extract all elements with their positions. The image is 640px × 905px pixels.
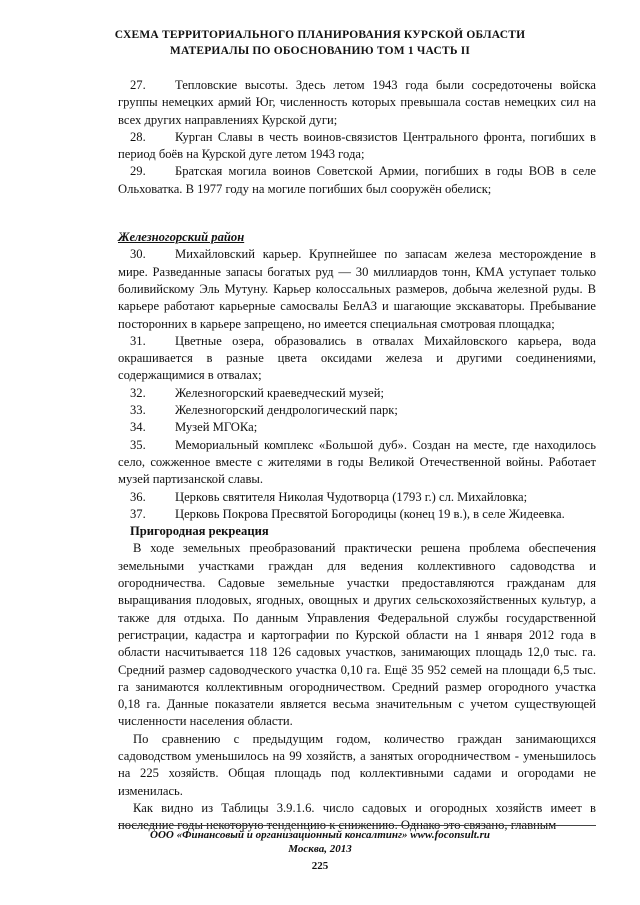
- footer-company: ООО «Финансовый и организационный консалтинг» www.foconsult.ru: [150, 829, 490, 841]
- list-item: [118, 163, 596, 198]
- document-body: [118, 77, 596, 834]
- list-item: [118, 385, 596, 402]
- list-item-number: 29.: [130, 164, 146, 179]
- list-item: [118, 437, 596, 489]
- list-item: [118, 506, 596, 523]
- footer-divider: [118, 825, 596, 826]
- list-item-number: 28.: [130, 129, 146, 144]
- list-item-text: Железногорский краеведческий музей;: [175, 385, 384, 400]
- list-item-text: Железногорский дендрологический парк;: [175, 403, 398, 418]
- list-item-text: Михайловский карьер. Крупнейшее по запасам железа месторождение в мире. Разведанные запасы богатых руд — 30 миллиардов тонн, КМА уступает только боливийскому Эль Мутуну. Карьер колоссальных размеров, добыча железной руды. В карьере работают карьерные самосвалы БелАЗ и шагающие экскаваторы. Пребывание посторонних в карьере запрещено, но имеется специальная смотровая площадка;: [118, 247, 596, 331]
- list-item: [118, 419, 596, 436]
- paragraph: По сравнению с предыдущим годом, количество граждан занимающихся садоводством уменьшилось на 99 хозяйств, а занятых огородничеством - уменьшилось на 225 хозяйств. Общая площадь под коллективными садами и огородами не изменилась.: [118, 731, 596, 798]
- list-item-text: Цветные озера, образовались в отвалах Михайловского карьера, вода окрашивается в разные цвета оксидами железа и другими соединениями, содержащимися в отвалах;: [118, 333, 596, 383]
- list-item-number: 31.: [130, 333, 146, 348]
- list-item: [118, 402, 596, 419]
- list-item: [118, 333, 596, 385]
- list-item: [118, 489, 596, 506]
- list-item-text: Церковь Покрова Пресвятой Богородицы (конец 19 в.), в селе Жидеевка.: [175, 506, 565, 521]
- list-item: [118, 246, 596, 332]
- subsection-title: Пригородная рекреация: [130, 524, 269, 539]
- list-item-number: 33.: [130, 403, 146, 418]
- list-top: [118, 77, 596, 198]
- list-item-number: 32.: [130, 385, 146, 400]
- list-item-number: 27.: [130, 78, 146, 92]
- page-number: 225: [311, 860, 329, 872]
- list-item-text: Музей МГОКа;: [175, 420, 258, 435]
- list-item-number: 37.: [130, 506, 146, 521]
- list-item: [118, 129, 596, 164]
- header-title-line2: МАТЕРИАЛЫ ПО ОБОСНОВАНИЮ ТОМ 1 ЧАСТЬ II: [169, 45, 471, 57]
- section-title: Железногорский район: [118, 230, 245, 245]
- list-item-text: Курган Славы в честь воинов-связистов Центрального фронта, погибших в период боёв на Курской дуге летом 1943 года;: [118, 129, 596, 162]
- list-item-text: Тепловские высоты. Здесь летом 1943 года были сосредоточены войска группы немецких армий Юг, численность которых превышала состав немецких сил на всех других направлениях Курской дуги;: [118, 78, 596, 127]
- list-item-text: Мемориальный комплекс «Большой дуб». Создан на месте, где находилось село, сожженное вместе с жителями в годы Великой Отечественной войны. Работает музей партизанской славы.: [118, 437, 596, 487]
- list-item-number: 36.: [130, 489, 146, 504]
- list-item-text: Братская могила воинов Советской Армии, погибших в годы ВОВ в селе Ольховатка. В 1977 году на могиле погибших был сооружён обелиск;: [118, 164, 596, 196]
- list-item-number: 30.: [130, 247, 146, 262]
- list-item-number: 34.: [130, 420, 146, 435]
- list-item: [118, 77, 596, 129]
- paragraph: В ходе земельных преобразований практически решена проблема обеспечения земельными участками граждан для ведения коллективного садоводства и огородничества. Садовые земельные участки предоставляются гражданам для выращивания плодовых, ягодных, овощных и других сельскохозяйственных культур, а также для отдыха. По данным Управления Федеральной службы государственной регистрации, кадастра и картографии по Курской области на 1 января 2012 года в области насчитывается 118 126 садовых участков, занимающих площадь 12,0 тыс. га. Средний размер садоводческого участка 0,10 га. Ещё 35 952 семей на площади 6,5 тыс. га занимаются коллективным огородничеством. Средний размер огородного участка 0,18 га. Данные показатели является весьма значительным с учетом существующей численности населения области.: [118, 541, 596, 729]
- spacer: [118, 198, 596, 229]
- list-item-text: Церковь святителя Николая Чудотворца (1793 г.) сл. Михайловка;: [175, 489, 528, 504]
- list-item-number: 35.: [130, 437, 146, 452]
- footer-city-year: Москва, 2013: [288, 843, 352, 855]
- paragraph: Как видно из Таблицы 3.9.1.6. число садовых и огородных хозяйств имеет в последние годы некоторую тенденцию к снижению. Однако это связано, главным: [118, 800, 596, 833]
- header-title-line1: СХЕМА ТЕРРИТОРИАЛЬНОГО ПЛАНИРОВАНИЯ КУРСКОЙ ОБЛАСТИ: [114, 29, 526, 41]
- list-zheleznogorsk: [118, 246, 596, 523]
